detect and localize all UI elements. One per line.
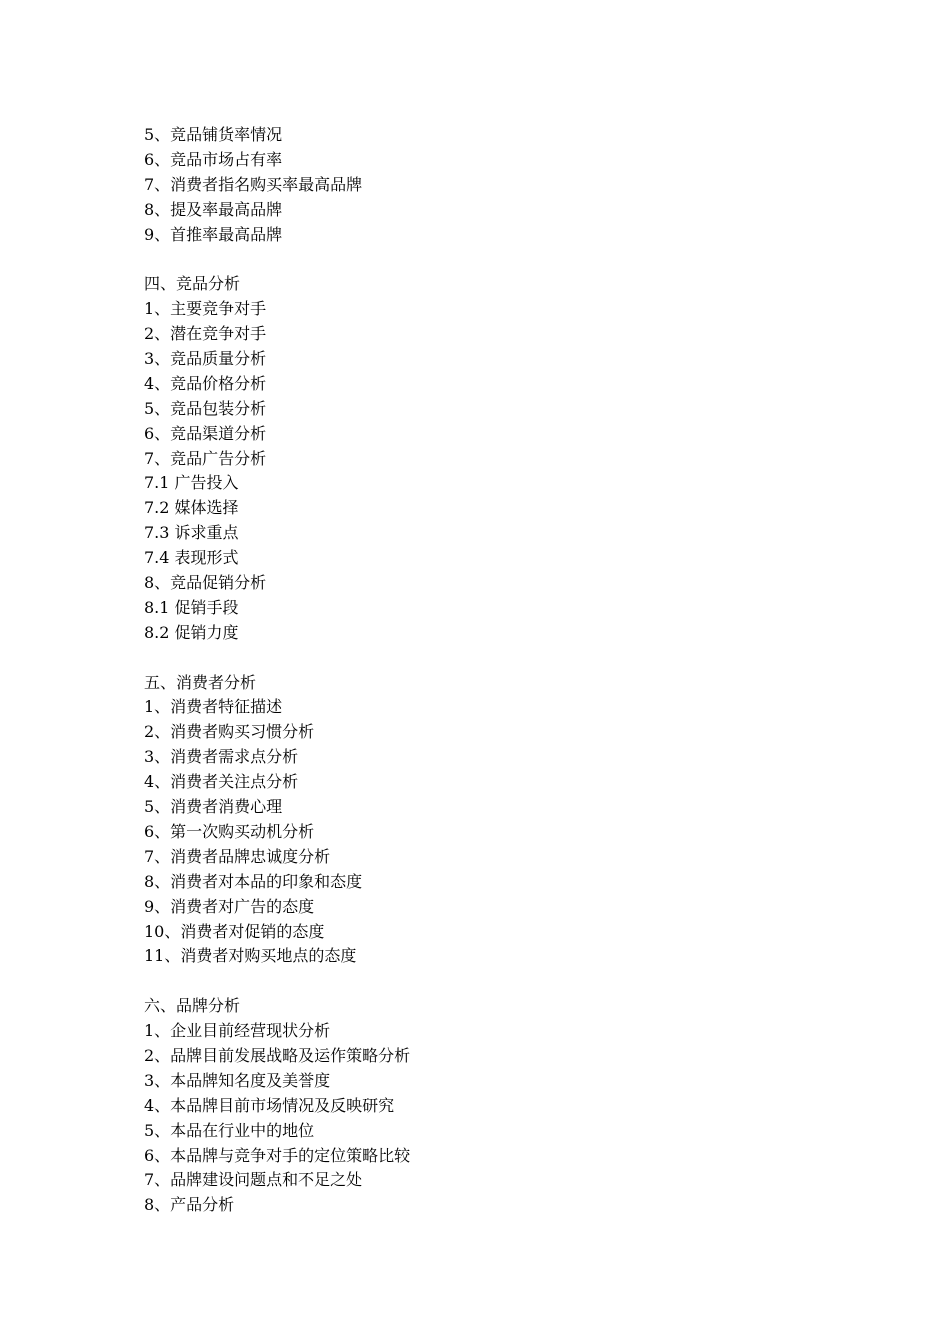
outline-item: 4、本品牌目前市场情况及反映研究 — [144, 1095, 395, 1115]
outline-item: 8、产品分析 — [144, 1195, 235, 1215]
outline-item: 3、本品牌知名度及美誉度 — [144, 1070, 331, 1090]
outline-item: 8、提及率最高品牌 — [144, 199, 283, 219]
outline-item: 7、竞品广告分析 — [144, 448, 267, 468]
section-heading: 五、消费者分析 — [144, 672, 257, 692]
outline-item: 2、潜在竞争对手 — [144, 324, 267, 344]
outline-item: 6、竞品渠道分析 — [144, 423, 267, 443]
outline-item: 2、品牌目前发展战略及运作策略分析 — [144, 1045, 411, 1065]
outline-item: 4、消费者关注点分析 — [144, 772, 299, 792]
outline-item: 2、消费者购买习惯分析 — [144, 722, 315, 742]
outline-subitem: 7.4 表现形式 — [144, 548, 239, 568]
outline-item: 5、竞品包装分析 — [144, 398, 267, 418]
outline-item: 3、消费者需求点分析 — [144, 747, 299, 767]
section-competitor-analysis — [144, 272, 844, 645]
outline-subitem: 8.1 促销手段 — [144, 597, 239, 617]
outline-item: 9、消费者对广告的态度 — [144, 896, 315, 916]
outline-subitem: 8.2 促销力度 — [144, 622, 239, 642]
outline-item: 8、消费者对本品的印象和态度 — [144, 871, 363, 891]
outline-item: 7、消费者品牌忠诚度分析 — [144, 846, 331, 866]
outline-item: 7、消费者指名购买率最高品牌 — [144, 174, 363, 194]
outline-item: 5、消费者消费心理 — [144, 797, 283, 817]
outline-item: 1、企业目前经营现状分析 — [144, 1021, 331, 1041]
outline-content — [144, 123, 844, 1218]
outline-item: 1、消费者特征描述 — [144, 697, 283, 717]
outline-subitem: 7.2 媒体选择 — [144, 498, 239, 518]
outline-item: 6、竞品市场占有率 — [144, 149, 283, 169]
section-brand-analysis — [144, 994, 844, 1218]
spacer — [144, 969, 844, 994]
section-heading: 六、品牌分析 — [144, 996, 241, 1016]
outline-item: 1、主要竞争对手 — [144, 299, 267, 319]
section-heading: 四、竞品分析 — [144, 274, 241, 294]
outline-item: 5、竞品铺货率情况 — [144, 125, 283, 144]
outline-item: 6、第一次购买动机分析 — [144, 821, 315, 841]
outline-item: 3、竞品质量分析 — [144, 349, 267, 369]
spacer — [144, 646, 844, 671]
outline-item: 8、竞品促销分析 — [144, 573, 267, 593]
outline-subitem: 7.1 广告投入 — [144, 473, 239, 493]
outline-item: 9、首推率最高品牌 — [144, 224, 283, 244]
outline-subitem: 7.3 诉求重点 — [144, 523, 239, 543]
section-continued — [144, 123, 844, 247]
outline-item: 6、本品牌与竞争对手的定位策略比较 — [144, 1145, 411, 1165]
section-consumer-analysis — [144, 671, 844, 970]
outline-item: 4、竞品价格分析 — [144, 373, 267, 393]
outline-item: 10、消费者对促销的态度 — [144, 921, 325, 941]
outline-item: 7、品牌建设问题点和不足之处 — [144, 1170, 363, 1190]
outline-item: 5、本品在行业中的地位 — [144, 1120, 315, 1140]
outline-item: 11、消费者对购买地点的态度 — [144, 946, 357, 966]
spacer — [144, 247, 844, 272]
